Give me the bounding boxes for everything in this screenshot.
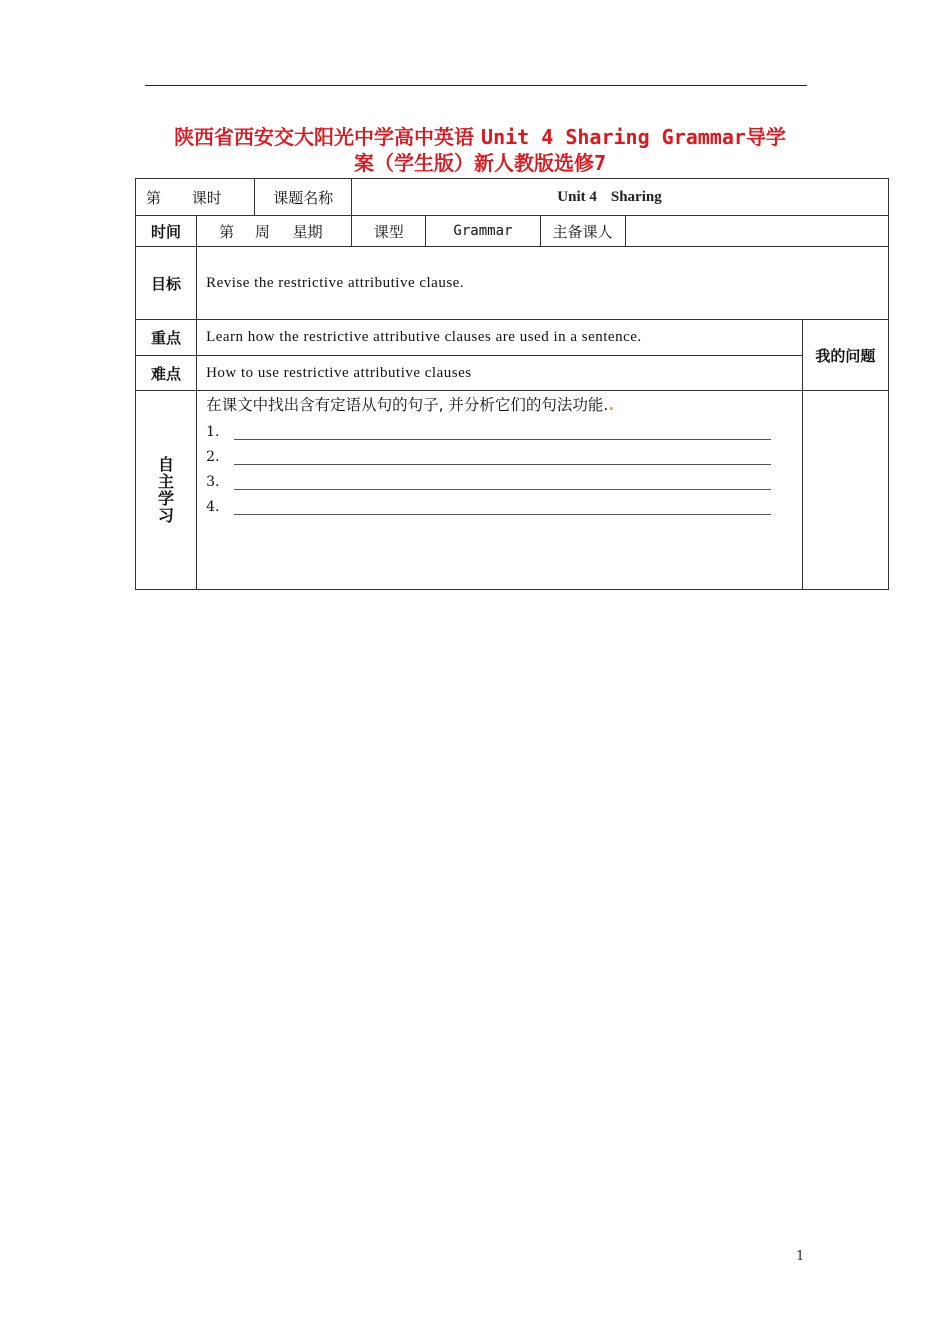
week-cell bbox=[197, 216, 352, 247]
document-title bbox=[135, 124, 825, 176]
row-goal bbox=[136, 247, 889, 320]
teacher-value bbox=[625, 216, 888, 247]
type-label: 课型 bbox=[352, 216, 426, 247]
row-lesson bbox=[136, 179, 889, 216]
lesson-suffix: 课时 bbox=[191, 188, 222, 207]
lesson-plan-table bbox=[135, 178, 889, 590]
topic-value bbox=[352, 179, 889, 216]
row-time bbox=[136, 216, 889, 247]
key-point-label: 重点 bbox=[136, 320, 197, 356]
answer-line-3[interactable] bbox=[206, 465, 802, 490]
answer-underline[interactable] bbox=[234, 448, 771, 465]
answer-line-2[interactable] bbox=[206, 440, 802, 465]
row-key-point bbox=[136, 320, 889, 356]
header-rule bbox=[145, 85, 807, 86]
self-study-content bbox=[197, 391, 803, 590]
teacher-label: 主备课人 bbox=[540, 216, 625, 247]
self-study-instruction bbox=[206, 393, 802, 415]
topic-unit: Unit 4 bbox=[557, 188, 597, 205]
self-study-char: 主 bbox=[158, 472, 175, 491]
my-questions-space[interactable] bbox=[802, 391, 888, 590]
self-study-label bbox=[136, 391, 197, 590]
answer-line-1[interactable] bbox=[206, 415, 802, 440]
answer-number: 4. bbox=[206, 499, 220, 515]
marker-dot: . bbox=[608, 396, 615, 414]
row-self-study bbox=[136, 391, 889, 590]
week-suffix: 周 bbox=[254, 222, 270, 241]
self-study-char: 学 bbox=[158, 489, 175, 508]
title-line1-chinese: 陕西省西安交大阳光中学高中英语 bbox=[174, 125, 475, 149]
answer-number: 3. bbox=[206, 474, 220, 490]
title-line2: 案（学生版）新人教版选修 bbox=[353, 151, 594, 175]
title-line1-end: 导学 bbox=[745, 125, 786, 149]
goal-text: Revise the restrictive attributive clause. bbox=[197, 247, 889, 320]
time-label: 时间 bbox=[136, 216, 197, 247]
topic-name: Sharing bbox=[610, 188, 662, 205]
key-point-text: Learn how the restrictive attributive clauses are used in a sentence. bbox=[197, 320, 803, 356]
self-study-char: 自 bbox=[158, 455, 175, 474]
week-label: 第 bbox=[219, 222, 235, 241]
instruction-text: 在课文中找出含有定语从句的句子, 并分析它们的句法功能. bbox=[206, 396, 609, 414]
answer-number: 2. bbox=[206, 449, 220, 465]
goal-label: 目标 bbox=[136, 247, 197, 320]
lesson-cell bbox=[136, 179, 255, 216]
title-line1-english: Unit 4 Sharing Grammar bbox=[481, 125, 746, 149]
self-study-char: 习 bbox=[158, 506, 175, 525]
answer-number: 1. bbox=[206, 424, 220, 440]
answer-underline[interactable] bbox=[234, 473, 771, 490]
lesson-label: 第 bbox=[146, 188, 162, 207]
row-difficulty bbox=[136, 356, 889, 391]
title-line2-number: 7 bbox=[593, 151, 607, 175]
difficulty-label: 难点 bbox=[136, 356, 197, 391]
difficulty-text: How to use restrictive attributive clauses bbox=[197, 356, 803, 391]
weekday-label: 星期 bbox=[292, 222, 323, 241]
type-value: Grammar bbox=[426, 216, 540, 247]
topic-label: 课题名称 bbox=[255, 179, 352, 216]
answer-line-4[interactable] bbox=[206, 490, 802, 515]
page-number: 1 bbox=[796, 1249, 805, 1264]
answer-underline[interactable] bbox=[234, 498, 771, 515]
answer-underline[interactable] bbox=[234, 423, 771, 440]
my-questions-label: 我的问题 bbox=[802, 320, 888, 391]
